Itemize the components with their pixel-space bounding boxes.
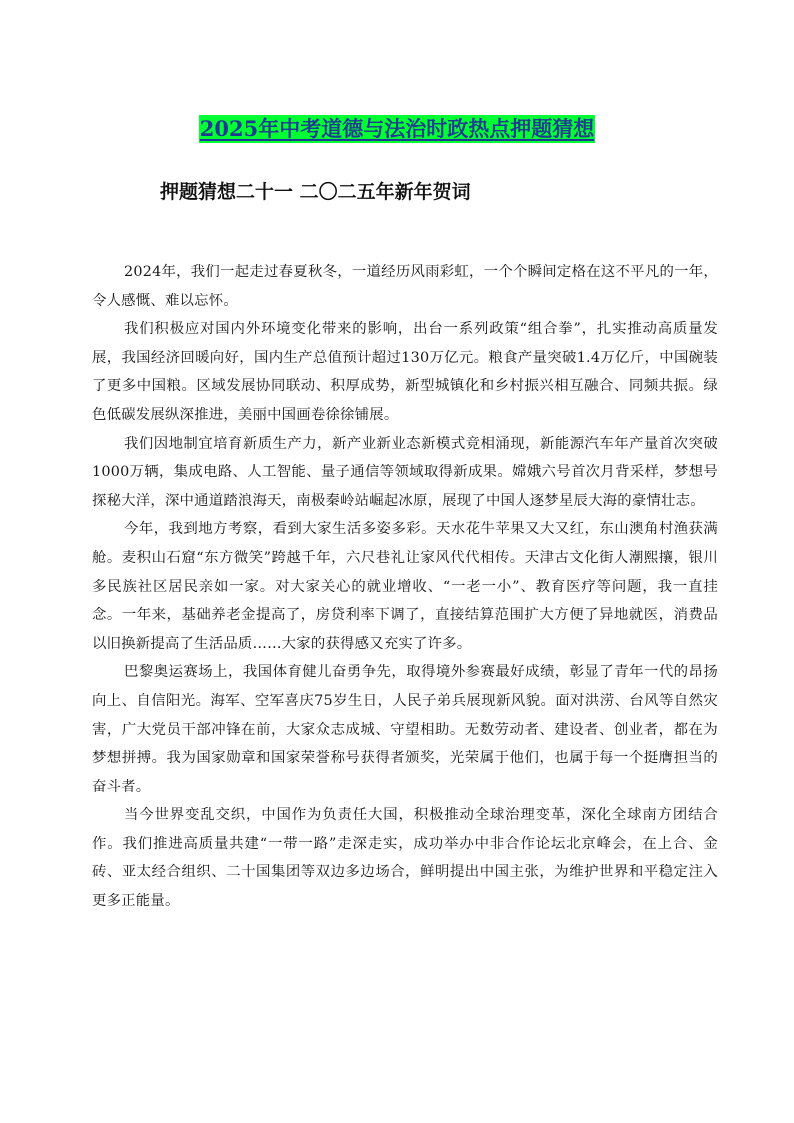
paragraph: 我们积极应对国内外环境变化带来的影响，出台一系列政策“组合拳”，扎实推动高质量发展，我国经济回暖向好，国内生产总值预计超过130万亿元。粮食产量突破1.4万亿斤，中国碗装了更多中国粮。区域发展协同联动、积厚成势，新型城镇化和乡村振兴相互融合、同频共振。绿色低碳发展纵深推进，美丽中国画卷徐徐铺展。 xyxy=(92,321,718,423)
document-title-text: 2025年中考道德与法治时政热点押题猜想 xyxy=(199,116,595,141)
paragraph: 当今世界变乱交织，中国作为负责任大国，积极推动全球治理变革，深化全球南方团结合作。我们推进高质量共建“一带一路”走深走实，成功举办中非合作论坛北京峰会，在上合、金砖、亚太经合组织、二十国集团等双边多边场合，鲜明提出中国主张，为维护世界和平稳定注入更多正能量。 xyxy=(92,807,718,910)
document-body xyxy=(92,258,718,916)
paragraph: 我们因地制宜培育新质生产力，新产业新业态新模式竞相涌现，新能源汽车年产量首次突破1000万辆，集成电路、人工智能、量子通信等领域取得新成果。嫦娥六号首次月背采样，梦想号探秘大洋，深中通道踏浪海天，南极秦岭站崛起冰原，展现了中国人逐梦星辰大海的豪情壮志。 xyxy=(92,435,718,509)
document-subtitle: 押题猜想二十一 二〇二五年新年贺词 xyxy=(160,181,471,203)
paragraph: 2024年，我们一起走过春夏秋冬，一道经历风雨彩虹，一个个瞬间定格在这不平凡的一年，令人感慨、难以忘怀。 xyxy=(92,264,718,309)
paragraph: 今年，我到地方考察，看到大家生活多姿多彩。天水花牛苹果又大又红，东山澳角村渔获满舱。麦积山石窟“东方微笑”跨越千年，六尺巷礼让家风代代相传。天津古文化街人潮熙攘，银川多民族社区居民亲如一家。对大家关心的就业增收、“一老一小”、教育医疗等问题，我一直挂念。一年来，基础养老金提高了，房贷利率下调了，直接结算范围扩大方便了异地就医，消费品以旧换新提高了生活品质……大家的获得感又充实了许多。 xyxy=(92,521,718,652)
paragraph: 巴黎奥运赛场上，我国体育健儿奋勇争先，取得境外参赛最好成绩，彰显了青年一代的昂扬向上、自信阳光。海军、空军喜庆75岁生日，人民子弟兵展现新风貌。面对洪涝、台风等自然灾害，广大党员干部冲锋在前，大家众志成城、守望相助。无数劳动者、建设者、创业者，都在为梦想拼搏。我为国家勋章和国家荣誉称号获得者颁奖，光荣属于他们，也属于每一个挺膺担当的奋斗者。 xyxy=(92,664,718,795)
document-title xyxy=(0,113,794,145)
